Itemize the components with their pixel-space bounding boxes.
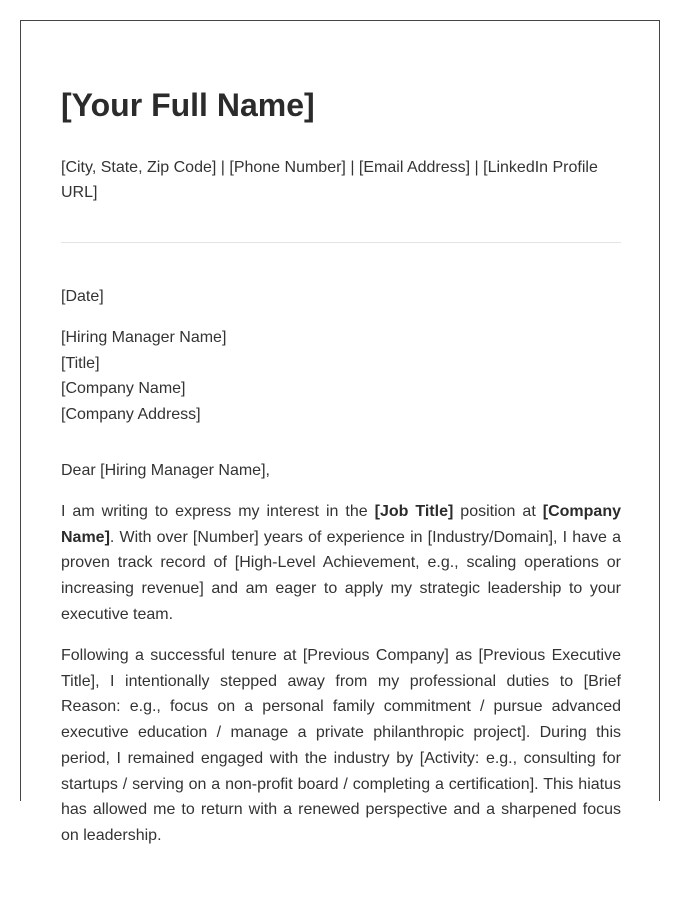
recipient-block [61, 325, 226, 428]
recipient-manager: [Hiring Manager Name] [61, 329, 227, 346]
paragraph-intro [61, 499, 621, 628]
paragraph-intro-part2: position at [453, 503, 543, 520]
recipient-title: [Title] [61, 354, 100, 372]
header-divider [61, 242, 621, 243]
paragraph-intro-part1: I am writing to express my interest in the [61, 503, 375, 520]
paragraph-intro-part3: . With over [Number] years of experience in [Industry/Domain], I have a proven track record of [High-Level Achievement, e.g., scaling operations or increasing revenue] and am eager to apply my strategic leadership to your executive team. [61, 528, 621, 623]
paragraph-gap-explanation: Following a successful tenure at [Previous Company] as [Previous Executive Title], I intentionally stepped away from my professional duties to [Brief Reason: e.g., focus on a personal family commitment / pursue advanced executive education / manage a private philanthropic project]. During this period, I remained engaged with the industry by [Activity: e.g., consulting for startups / serving on a non-profit board / completing a certification]. This hiatus has allowed me to return with a renewed perspective and a sharpened focus on leadership. [61, 647, 621, 844]
letter-date: [Date] [61, 288, 104, 305]
sender-contact-line: [City, State, Zip Code] | [Phone Number] | [Email Address] | [LinkedIn Profile URL] [61, 159, 598, 201]
company-name-placeholder: [Company Name] [61, 503, 621, 546]
job-title-placeholder: [Job Title] [374, 503, 454, 520]
recipient-company: [Company Name] [61, 380, 186, 398]
recipient-address: [Company Address] [61, 406, 201, 424]
sender-name: [Your Full Name] [61, 87, 315, 123]
letter-page [20, 20, 660, 844]
salutation: Dear [Hiring Manager Name], [61, 462, 270, 479]
